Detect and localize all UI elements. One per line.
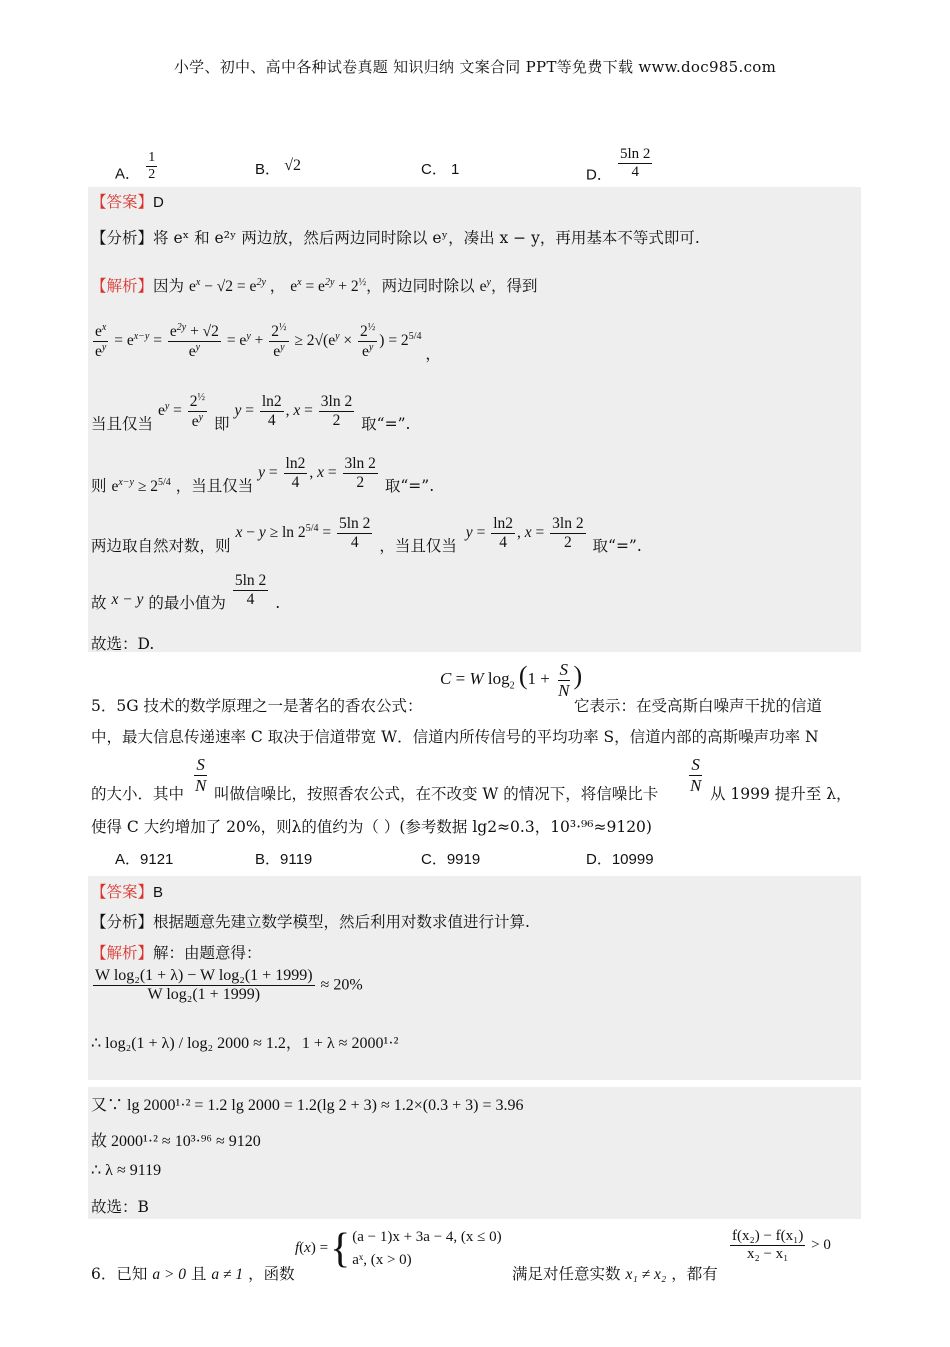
q5-stem-4b: 叫做信噪比，按照香农公式，在不改变 W 的情况下，将信噪比卡 bbox=[214, 785, 659, 803]
q5-stem-3: 中，最大信息传递速率 C 取决于信道带宽 W．信道内所传信号的平均功率 S，信道内部的高斯噪声功率 N bbox=[91, 728, 819, 746]
q5-answer-line bbox=[91, 880, 163, 902]
option-value: $\frac{1}{2}$ bbox=[148, 150, 156, 183]
answer-tag: 【答案】 bbox=[91, 883, 154, 901]
q6-piecewise-function: f ( x ) = { (a − 1)x + 3a − 4, (x ≤ 0) aˣ, (x > 0) bbox=[295, 1225, 502, 1272]
analysis-text: 将 eˣ 和 e²ʸ 两边放，然后两边同时除以 eʸ，凑出 x − y，再用基本不等式即可. bbox=[153, 229, 700, 247]
q5-option-b: B．9119 bbox=[255, 851, 313, 868]
option-value: √2 bbox=[284, 157, 301, 174]
q4-solution-line-4: 则 $e^{x-y} \ge 2^{5/4}$ ，当且仅当 y = $\frac{\ln 2}{4}$ , x = $\frac{3\ln 2}{2}$ 取“=”. bbox=[91, 455, 435, 495]
option-label: D． bbox=[586, 166, 612, 184]
q6-stem-2: 满足对任意实数 x₁ ≠ x₂ ，都有 bbox=[512, 1265, 718, 1283]
q4-option-c bbox=[421, 158, 459, 179]
q4-analysis-line bbox=[91, 226, 700, 248]
q4-solution-line-3: 当且仅当 $e^y$ = $\frac{2^{\frac{1}{2}}}{e^y}$ 即 y = $\frac{\ln 2}{4}$ , x = $\frac{3\ln 2}{2}$ 取“=”. bbox=[91, 392, 411, 434]
q5-stem-1: 5．5G 技术的数学原理之一是著名的香农公式： bbox=[91, 697, 423, 715]
option-label: C． bbox=[421, 161, 447, 178]
q5-stem-4c: 从 1999 提升至 λ， bbox=[710, 785, 852, 803]
q5-equation-4: 故 2000¹·² ≈ 10³·⁹⁶ ≈ 9120 bbox=[91, 1133, 261, 1150]
q4-answer-line bbox=[91, 190, 164, 212]
q5-equation-1: $\frac{\text{W log₂(1 + λ) − W log₂(1 + 1999)}}{\text{W log₂(1 + 1999)}}$ ≈ 20% bbox=[95, 967, 363, 1004]
q5-snr-fraction-2: $\frac{S}{N}$ bbox=[690, 755, 702, 795]
q5-equation-5: ∴ λ ≈ 9119 bbox=[91, 1162, 162, 1179]
answer-tag: 【答案】 bbox=[91, 193, 154, 211]
q4-solution-line-2: $\frac{e^x}{e^y}$ = $e^{x-y}$ = $\frac{e^{2y} + √2}{e^y}$ = $e^y$ + $\frac{2^{\frac{1}{2}}}{e^y}$ ≥ $2√(e^y$ × $\frac{2^{\frac{1}{2}}}{e^y}$ ) = $2^{5/4}$ ， bbox=[95, 322, 441, 364]
option-label: A． bbox=[115, 165, 141, 183]
q5-choose-line: 故选：B bbox=[91, 1198, 149, 1216]
q4-solution-line-6: 故 x − y 的最小值为 $\frac{5\ln 2}{4}$ . bbox=[91, 572, 281, 613]
q5-option-c: C．9919 bbox=[421, 851, 481, 868]
q4-solution-line-1: 【解析】因为 $e^x - √2 = e^{2y}$ ， $e^x = e^{2y} + 2^{\frac{1}{2}}$，两边同时除以 $e^y$，得到 bbox=[91, 276, 538, 295]
page-header: 小学、初中、高中各种试卷真题 知识归纳 文案合同 PPT等免费下载 www.doc985.com bbox=[173, 58, 777, 76]
q6-monotonic-inequality: $\frac{\text{f(x₂) − f(x₁)}}{\text{x₂ − x₁}}$ > 0 bbox=[732, 1228, 831, 1263]
q5-equation-3: 又∵ lg 2000¹·² = 1.2 lg 2000 = 1.2(lg 2 + 3) ≈ 1.2×(0.3 + 3) = 3.96 bbox=[91, 1097, 524, 1114]
q5-option-a: A．9121 bbox=[115, 851, 174, 868]
piece-1: (a − 1)x + 3a − 4, (x ≤ 0) bbox=[352, 1229, 502, 1245]
answer-value: D bbox=[153, 194, 164, 211]
q5-snr-fraction-1: $\frac{S}{N}$ bbox=[195, 755, 207, 795]
q5-solution-intro: 【解析】解：由题意得： bbox=[91, 944, 262, 962]
q6-stem: 6．已知 a > 0 且 a ≠ 1 ，函数 bbox=[91, 1265, 295, 1283]
q5-stem-5: 使得 C 大约增加了 20%，则λ的值约为（ ）(参考数据 lg2≈0.3，10³·⁹⁶≈9120) bbox=[91, 818, 652, 836]
piece-2: aˣ, (x > 0) bbox=[352, 1251, 412, 1268]
q5-shannon-formula: C = W $\log_2 (1$ + $\frac{S}{N}$ ) bbox=[440, 660, 583, 700]
option-value: $\frac{5\ln 2}{4}$ bbox=[620, 146, 651, 181]
option-label: B． bbox=[255, 161, 281, 178]
q4-solution-line-5: 两边取自然对数，则 $x - y \ge \ln 2^{5/4}$ = $\frac{5\ln 2}{4}$ ，当且仅当 y = $\frac{\ln 2}{4}$ , x = $\frac{3\ln 2}{2}$ 取“=”. bbox=[91, 515, 642, 555]
q4-option-b bbox=[255, 158, 301, 179]
q5-option-d: D．10999 bbox=[586, 851, 654, 868]
q4-choose-line: 故选：D. bbox=[91, 635, 155, 653]
solution-tag: 【解析】 bbox=[91, 277, 154, 295]
q5-stem-4a: 的大小．其中 bbox=[91, 785, 185, 803]
option-value: 1 bbox=[451, 161, 460, 178]
q5-equation-2: ∴ log₂(1 + λ) / log₂ 2000 ≈ 1.2，1 + λ ≈ 2000¹·² bbox=[91, 1035, 399, 1052]
q5-analysis-line: 【分析】根据题意先建立数学模型，然后利用对数求值进行计算. bbox=[91, 913, 530, 931]
q5-stem-2: 它表示：在受高斯白噪声干扰的信道 bbox=[574, 697, 823, 715]
analysis-tag: 【分析】 bbox=[91, 229, 154, 247]
answer-value: B bbox=[153, 884, 164, 901]
